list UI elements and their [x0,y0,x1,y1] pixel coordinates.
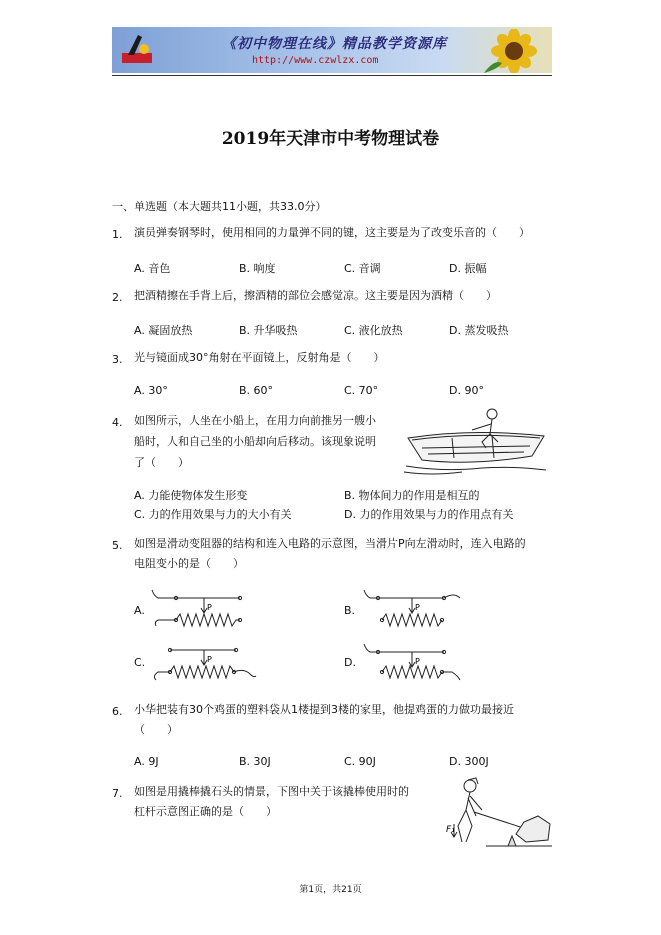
option-d[interactable]: D. 300J [449,755,489,768]
option-a[interactable]: A. 力能使物体发生形变 [134,489,248,502]
question-number: 1. [112,228,123,241]
option-a[interactable]: A. 9J [134,755,159,768]
question-text: 了（ ） [134,456,189,469]
header-banner [112,27,552,73]
rheostat-diagram-b [362,588,462,630]
question-text: 如图所示，人坐在小船上，在用力向前推另一艘小 [134,414,376,427]
crowbar-figure [446,776,554,850]
option-d[interactable]: D. 蒸发吸热 [449,324,509,337]
sunflower-icon [484,29,544,73]
section-heading: 一、单选题（本大题共11小题，共33.0分） [112,200,327,213]
rheostat-diagram-c [150,642,258,682]
option-b[interactable]: B. [344,604,356,617]
page-title: 2019年天津市中考物理试卷 [221,129,440,149]
option-c[interactable]: C. 液化放热 [344,324,403,337]
question-text: 船时，人和自己坐的小船却向后移动。该现象说明 [134,435,376,448]
option-c[interactable]: C. 音调 [344,262,381,275]
option-b[interactable]: B. 60° [239,384,274,397]
question-text: 小华把装有30个鸡蛋的塑料袋从1楼提到3楼的家里，他提鸡蛋的力做功最接近 [134,703,514,716]
option-c[interactable]: C. 70° [344,384,379,397]
question-text: （ ） [134,723,178,736]
question-text: 杠杆示意图正确的是（ ） [134,805,277,818]
option-d[interactable]: D. 90° [449,384,484,397]
question-text: 如图是滑动变阻器的结构和连入电路的示意图，当滑片P向左滑动时，连入电路的 [134,537,526,550]
question-number: 6. [112,705,123,718]
rheostat-diagram-d [362,642,462,682]
question-text: 光与镜面成30°角射在平面镜上，反射角是（ ） [134,351,385,364]
option-b[interactable]: B. 响度 [239,262,276,275]
slider-label: P [207,603,212,612]
option-d[interactable]: D. 力的作用效果与力的作用点有关 [344,508,514,521]
slider-label: P [207,655,212,664]
banner-url[interactable]: http://www.czwlzx.com [252,55,379,66]
option-a[interactable]: A. [134,604,145,617]
slider-label: P [415,603,420,612]
question-text: 如图是用撬棒撬石头的情景，下图中关于该撬棒使用时的 [134,785,409,798]
banner-title: 《初中物理在线》精品教学资源库 [222,36,447,52]
rheostat-diagram-a [150,588,250,630]
option-a[interactable]: A. 音色 [134,262,171,275]
option-d[interactable]: D. 振幅 [449,262,487,275]
force-label: F₁ [446,825,455,835]
option-b[interactable]: B. 升华吸热 [239,324,298,337]
question-number: 2. [112,291,123,304]
header-rule [112,75,552,76]
boat-figure [402,408,550,476]
question-number: 3. [112,353,123,366]
option-c[interactable]: C. 90J [344,755,376,768]
slider-label: P [415,657,420,666]
option-d[interactable]: D. [344,656,356,669]
logo-icon [118,33,158,67]
question-number: 4. [112,416,123,429]
question-number: 5. [112,539,123,552]
page-footer: 第1页，共21页 [299,885,362,895]
question-number: 7. [112,787,123,800]
option-a[interactable]: A. 凝固放热 [134,324,193,337]
option-a[interactable]: A. 30° [134,384,168,397]
question-text: 演员弹奏钢琴时，使用相同的力量弹不同的键，这主要是为了改变乐音的（ ） [134,226,530,239]
option-c[interactable]: C. [134,656,146,669]
option-b[interactable]: B. 物体间力的作用是相互的 [344,489,480,502]
question-text: 把酒精擦在手背上后，擦酒精的部位会感觉凉。这主要是因为酒精（ ） [134,289,497,302]
question-text: 电阻变小的是（ ） [134,557,244,570]
option-c[interactable]: C. 力的作用效果与力的大小有关 [134,508,292,521]
option-b[interactable]: B. 30J [239,755,271,768]
